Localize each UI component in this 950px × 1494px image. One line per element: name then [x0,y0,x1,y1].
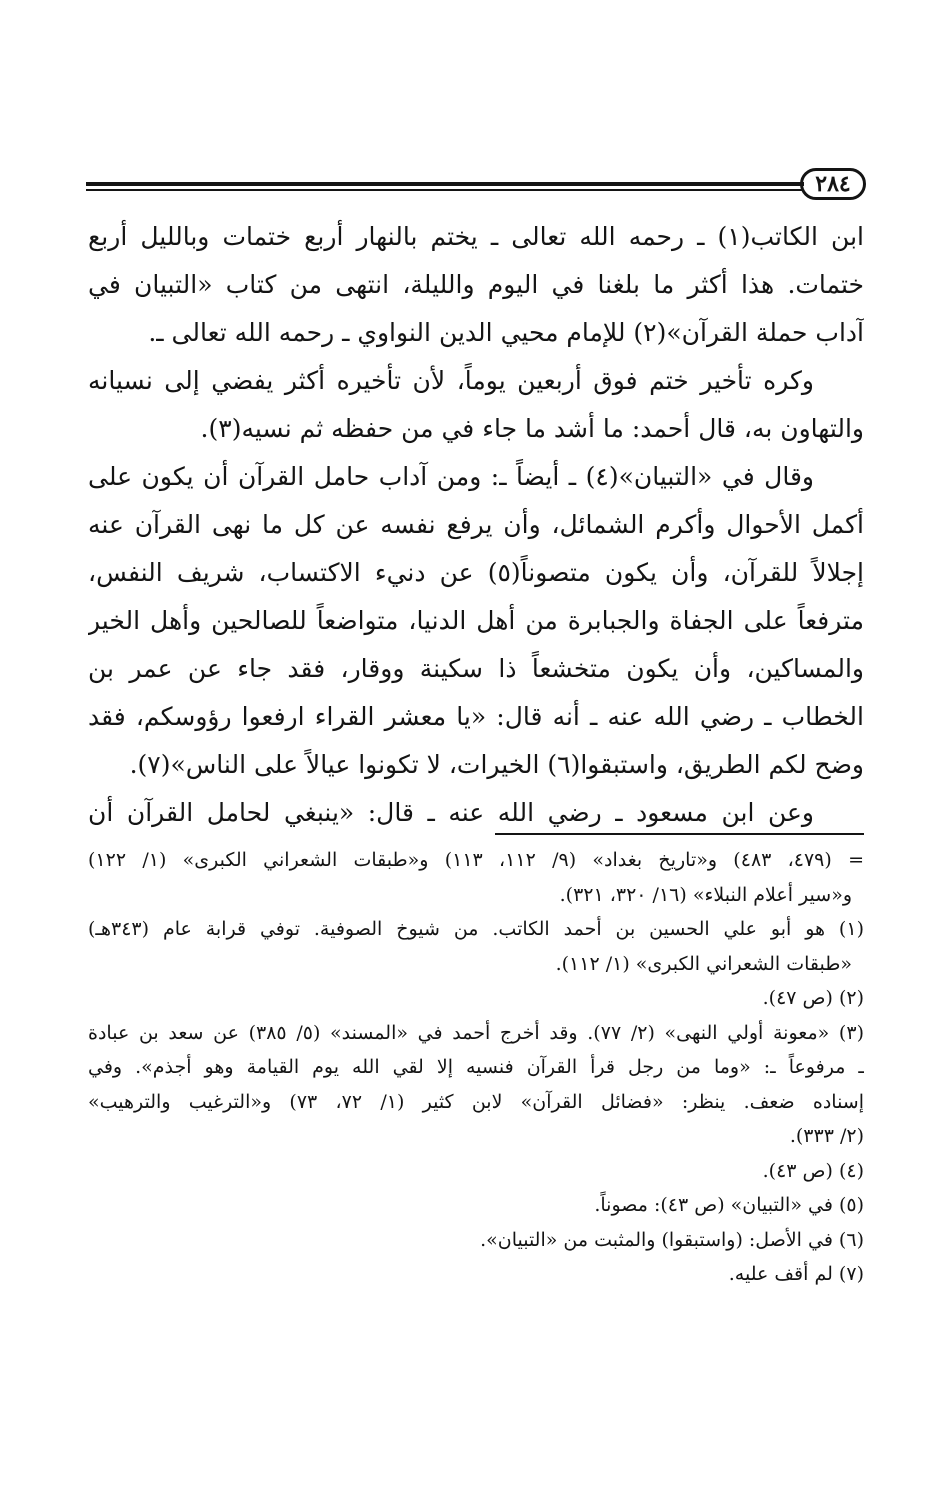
header-rule-thin [86,189,804,191]
header-rule-thick [86,182,804,186]
footnote-line: «طبقات الشعراني الكبرى» (١/ ١١٢). [555,952,852,975]
body-line: ختمات. هذا أكثر ما بلغنا في اليوم والليلة، انتهى من كتاب «التبيان في [88,270,864,299]
body-line: وعن ابن مسعود ـ رضي الله عنه ـ قال: «ينبغي لحامل القرآن أن [88,798,814,827]
footnote-line: (٦) في الأصل: (واستبقوا) والمثبت من «التبيان». [480,1228,864,1251]
footnote-line: و«سير أعلام النبلاء» (١٦/ ٣٢٠، ٣٢١). [559,883,852,906]
page-number: ٢٨٤ [800,168,866,200]
body-line: والمساكين، وأن يكون متخشعاً ذا سكينة ووقار، فقد جاء عن عمر بن [88,654,864,683]
footnotes [88,843,864,1292]
footnote-separator [495,833,864,835]
page-header [86,168,866,204]
footnote-line: إسناده ضعف. ينظر: «فضائل القرآن» لابن كثير (١/ ٧٢، ٧٣) و«الترغيب والترهيب» [88,1090,864,1113]
body-line: والتهاون به، قال أحمد: ما أشد ما جاء في من حفظه ثم نسيه(٣). [200,414,864,443]
footnote-line: (٢/ ٣٣٣). [789,1125,864,1147]
body-line: ابن الكاتب(١) ـ رحمه الله تعالى ـ يختم بالنهار أربع ختمات وبالليل أربع [88,222,864,251]
body-line: وكره تأخير ختم فوق أربعين يوماً، لأن تأخيره أكثر يفضي إلى نسيانه [88,366,814,395]
body-line: مترفعاً على الجفاة والجبابرة من أهل الدنيا، متواضعاً للصالحين وأهل الخير [88,606,864,635]
main-text [88,213,864,837]
footnote-line: (٥) في «التبيان» (ص ٤٣): مصوناً. [594,1194,864,1216]
body-line: آداب حملة القرآن»(٢) للإمام محيي الدين النواوي ـ رحمه الله تعالى ـ. [148,318,864,347]
footnote-line: (٤) (ص ٤٣). [762,1159,864,1182]
body-line: أكمل الأحوال وأكرم الشمائل، وأن يرفع نفسه عن كل ما نهى القرآن عنه [88,510,864,539]
body-line: الخطاب ـ رضي الله عنه ـ أنه قال: «يا معشر القراء ارفعوا رؤوسكم، فقد [88,702,864,731]
footnote-line: (٣) «معونة أولي النهى» (٢/ ٧٧). وقد أخرج أحمد في «المسند» (٥/ ٣٨٥) عن سعد بن عبادة [88,1021,864,1044]
footnote-line: (٧) لم أقف عليه. [728,1263,864,1285]
footnote-line: ـ مرفوعاً ـ: «وما من رجل قرأ القرآن فنسيه إلا لقي الله يوم القيامة وهو أجذم». وفي [88,1056,864,1078]
footnote-line: = (٤٧٩، ٤٨٣) و«تاريخ بغداد» (٩/ ١١٢، ١١٣) و«طبقات الشعراني الكبرى» (١/ ١٢٢) [88,849,864,871]
footnote-line: (٢) (ص ٤٧). [762,987,864,1009]
body-line: وضح لكم الطريق، واستبقوا(٦) الخيرات، لا تكونوا عيالاً على الناس»(٧). [129,750,864,779]
body-line: وقال في «التبيان»(٤) ـ أيضاً ـ: ومن آداب حامل القرآن أن يكون على [88,462,814,491]
body-line: إجلالاً للقرآن، وأن يكون متصوناً(٥) عن دنيء الاكتساب، شريف النفس، [88,558,864,587]
footnote-line: (١) هو أبو علي الحسين بن أحمد الكاتب. من شيوخ الصوفية. توفي قرابة عام (٣٤٣هـ) [88,918,864,940]
